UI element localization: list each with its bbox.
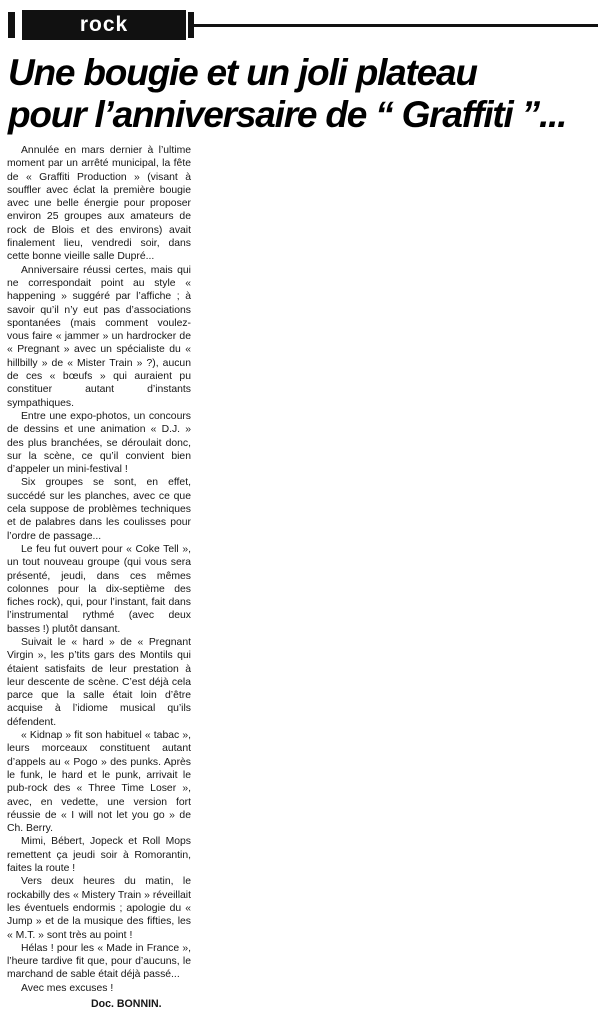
paragraph-11: Avec mes excuses !	[21, 982, 114, 994]
paragraph-6: Suivait le « hard » de « Pregnant Virgin », les p’tits gars des Montils qui étaient satisfaits de leur prestation à leur descente de scène. C’est déjà cela parce que la salle était loin d’être acquise à l’idiome musical qu’ils défendent.	[7, 636, 191, 728]
paragraph-8: Mimi, Bébert, Jopeck et Roll Mops remettent ça jeudi soir à Romorantin, faites la route !	[7, 836, 191, 875]
header-left-bar	[8, 12, 15, 38]
paragraph-1: Annulée en mars dernier à l’ultime moment par un arrêté municipal, la fête de « Graffiti Production » (visant à souffler avec éclat la première bougie avec une belle énergie pour proposer environ 25 groupes aux amateurs de rock de Blois et des environs) avait finalement lieu, vendredi soir, dans cette bonne vieille salle Dupré...	[7, 145, 191, 263]
section-header	[0, 10, 605, 40]
paragraph-3: Entre une expo-photos, un concours de dessins et une animation « D.J. » des plus branchées, se déroulait donc, sur la scène, ce qu’il convient bien d’appeler un mini-festival !	[7, 410, 191, 476]
headline-line-1: Une bougie et un joli plateau	[8, 52, 477, 93]
paragraph-2: Anniversaire réussi certes, mais qui ne correspondait point au style « happening » suggéré par l’affiche ; à savoir qu’il n’y eut pas d’associations spontanées (mais comment voulez-vous faire « jammer » un hardrocker de « Pregnant » avec un spécialiste du « hillbilly » de « Mister Train » ?), aucun de ces « bœufs » qui auraient pu constituer autant d’instants sympathiques.	[7, 264, 191, 409]
paragraph-5: Le feu fut ouvert pour « Coke Tell », un tout nouveau groupe (qui vous sera présenté, jeudi, dans ces mêmes colonnes pour la dix-septième des fiches rock), qui, pour l’instant, fait dans l’instrumental rythmé (avec deux basses !) plutôt dansant.	[7, 543, 191, 635]
paragraph-4: Six groupes se sont, en effet, succédé sur les planches, avec ce que cela suppose de problèmes techniques et de palabres dans les coulisses pour l’ordre de passage...	[7, 477, 191, 542]
headline-line-2: pour l’anniversaire de “ Graffiti ”...	[8, 94, 567, 135]
headline	[8, 52, 602, 136]
paragraph-10: Hélas ! pour les « Made in France », l’heure tardive fit que, pour d’aucuns, le marchand de sable était déjà passé...	[7, 942, 191, 981]
header-rule	[194, 24, 598, 27]
paragraph-7: « Kidnap » fit son habituel « tabac », leurs morceaux constituent autant d’appels au « Pogo » des punks. Après le funk, le hard et le punk, arrivait le pub-rock des « Three Time Loser », avec, en vedette, une version fort réussie de « I will not let you go » de Ch. Berry.	[7, 730, 191, 835]
article-body	[7, 144, 191, 1011]
paragraph-9: Vers deux heures du matin, le rockabilly des « Mistery Train » réveillait les éventuels endormis ; apologie du « Jump » et de la musique des fifties, les « M.T. » sont très au point !	[7, 876, 191, 941]
author-signature: Doc. BONNIN.	[91, 998, 162, 1010]
section-label: rock	[22, 10, 186, 40]
